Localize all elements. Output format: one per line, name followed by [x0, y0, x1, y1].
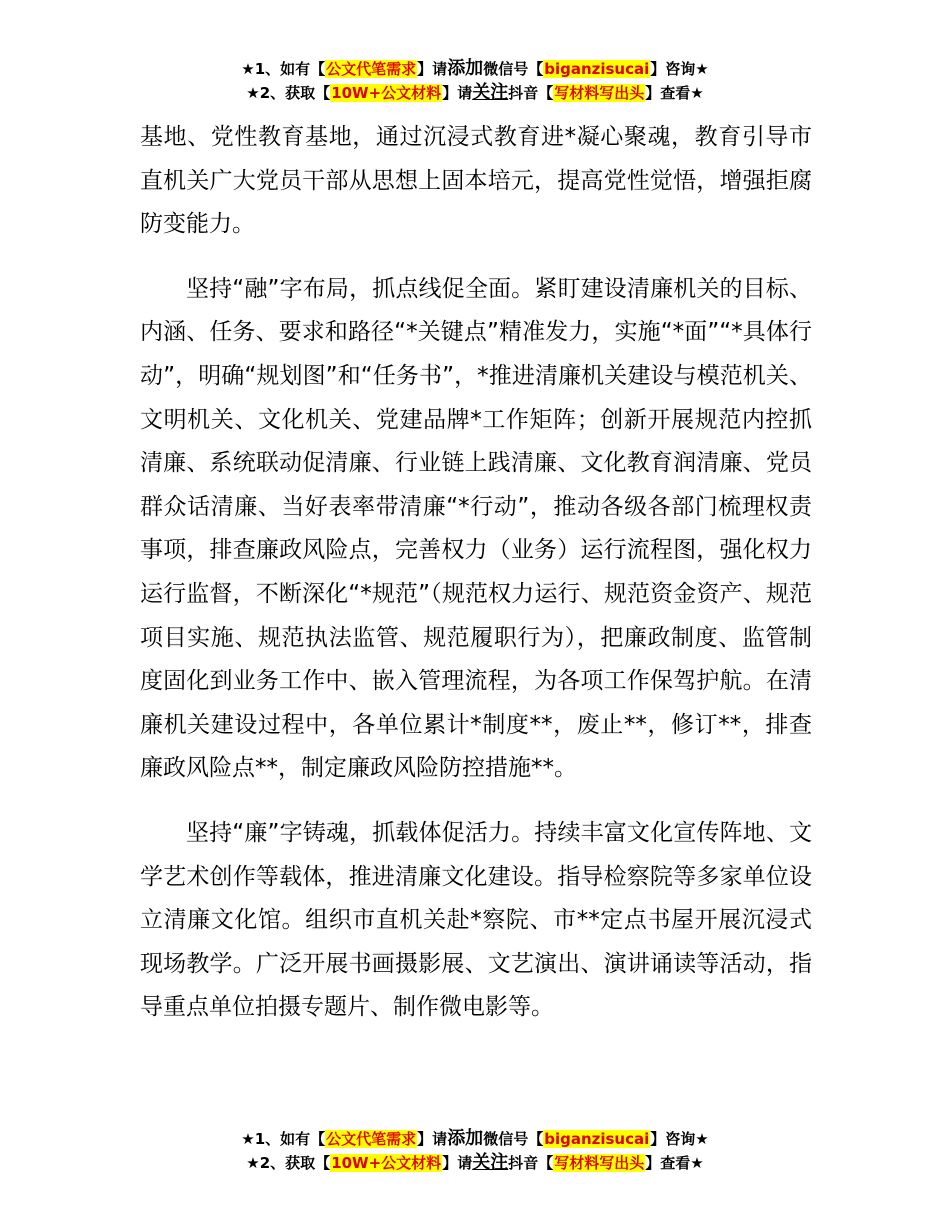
- footer-line2-post: 】查看★: [645, 1154, 704, 1172]
- header-line1-emphasis: 添加: [447, 58, 484, 79]
- footer-line1-highlight-1: 公文代笔需求: [326, 1130, 417, 1148]
- paragraph-2: 坚持“融”字布局，抓点线促全面。紧盯建设清廉机关的目标、内涵、任务、要求和路径“*关键点”精准发力，实施“*面”“*具体行动”，明确“规划图”和“任务书”，*推进清廉机关建设与模范机关、文明机关、文化机关、党建品牌*工作矩阵；创新开展规范内控抓清廉、系统联动促清廉、行业链上践清廉、文化教育润清廉、党员群众话清廉、当好表率带清廉“*行动”，推动各级各部门梳理权责事项，排查廉政风险点，完善权力（业务）运行流程图，强化权力运行监督，不断深化“*规范”（规范权力运行、规范资金资产、规范项目实施、规范执法监管、规范履职行为），把廉政制度、监管制度固化到业务工作中、嵌入管理流程，为各项工作保驾护航。在清廉机关建设过程中，各单位累计*制度**，废止**，修订**，排查廉政风险点**，制定廉政风险防控措施**。: [140, 275, 812, 782]
- footer-banner: [0, 1127, 950, 1175]
- header-line1-highlight-1: 公文代笔需求: [326, 60, 417, 78]
- footer-line2-mid-1: 】请: [442, 1154, 473, 1172]
- footer-line1-mid-2: 微信号【: [483, 1130, 544, 1148]
- footer-line1-emphasis: 添加: [447, 1128, 484, 1149]
- header-line2-highlight-1: 10W+公文材料: [331, 84, 442, 102]
- footer-line2-highlight-1: 10W+公文材料: [331, 1154, 442, 1172]
- footer-line1-post: 】咨询★: [650, 1130, 709, 1148]
- footer-line-2: [0, 1151, 950, 1175]
- footer-line2-highlight-2: 写材料写出头: [554, 1154, 645, 1172]
- paragraph-3: 坚持“廉”字铸魂，抓载体促活力。持续丰富文化宣传阵地、文学艺术创作等载体，推进清廉文化建设。指导检察院等多家单位设立清廉文化馆。组织市直机关赴*察院、市**定点书屋开展沉浸式现场教学。广泛开展书画摄影展、文艺演出、演讲诵读等活动，指导重点单位拍摄专题片、制作微电影等。: [140, 819, 812, 1021]
- header-line1-pre: ★1、如有【: [241, 60, 326, 78]
- footer-line2-emphasis: 关注: [472, 1152, 509, 1173]
- document-body: [140, 116, 812, 1051]
- header-line2-pre: ★2、获取【: [246, 84, 331, 102]
- header-line1-highlight-2: biganzisucai: [544, 60, 650, 78]
- header-line2-highlight-2: 写材料写出头: [554, 84, 645, 102]
- header-line1-post: 】咨询★: [650, 60, 709, 78]
- footer-line1-highlight-2: biganzisucai: [544, 1130, 650, 1148]
- header-line-2: [0, 81, 950, 105]
- header-banner: [0, 57, 950, 105]
- header-line2-mid-2: 抖音【: [508, 84, 554, 102]
- header-line2-mid-1: 】请: [442, 84, 473, 102]
- footer-line2-mid-2: 抖音【: [508, 1154, 554, 1172]
- footer-line2-pre: ★2、获取【: [246, 1154, 331, 1172]
- header-line1-mid-2: 微信号【: [483, 60, 544, 78]
- header-line2-post: 】查看★: [645, 84, 704, 102]
- footer-line-1: [0, 1127, 950, 1151]
- header-line2-emphasis: 关注: [472, 82, 509, 103]
- footer-line1-mid-1: 】请: [417, 1130, 448, 1148]
- paragraph-1: 基地、党性教育基地，通过沉浸式教育进*凝心聚魂，教育引导市直机关广大党员干部从思想上固本培元，提高党性觉悟，增强拒腐防变能力。: [140, 124, 812, 238]
- header-line1-mid-1: 】请: [417, 60, 448, 78]
- header-line-1: [0, 57, 950, 81]
- footer-line1-pre: ★1、如有【: [241, 1130, 326, 1148]
